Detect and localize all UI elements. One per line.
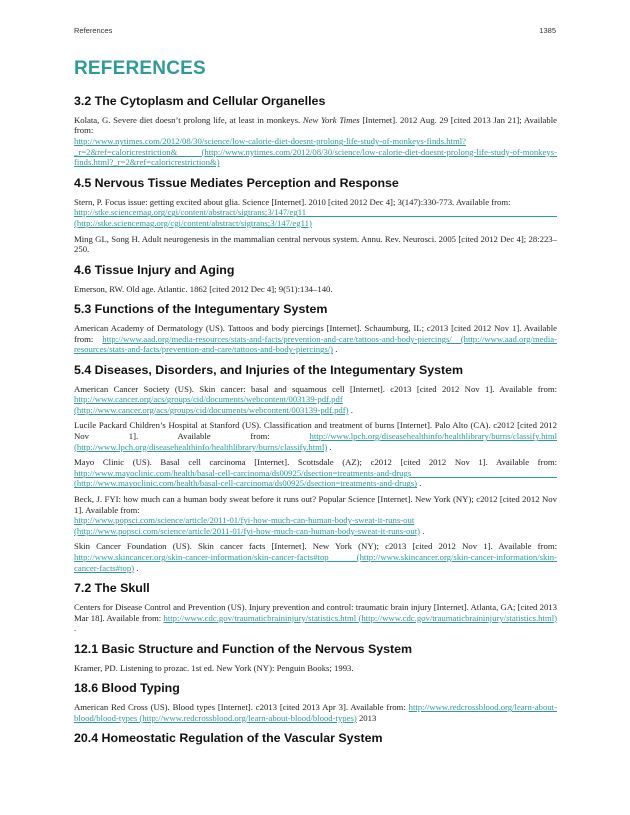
reference-publication: New York Times — [302, 114, 360, 125]
reference-text: Ming GL, Song H. Adult neurogenesis in the mammalian central nervous system. Annu. Rev. Neurosci. 2005 [cited 2012 Dec 4]; 28:223–250. — [74, 233, 557, 255]
reference-entry — [74, 541, 557, 573]
reference-list — [74, 115, 557, 168]
reference-list — [74, 197, 557, 255]
reference-entry — [74, 602, 557, 634]
reference-entry — [74, 457, 557, 489]
reference-list — [74, 323, 557, 355]
reference-link[interactable]: http://www.lpch.org/diseasehealthinfo/healthlibrary/burns/classify.html (http://www.lpch.org/diseasehealthinfo/healthlibrary/burns/classify.html) — [74, 431, 557, 452]
reference-list — [74, 602, 557, 634]
reference-entry — [74, 323, 557, 355]
reference-text: Mayo Clinic (US). Basal cell carcinoma [Internet]. Scottsdale (AZ); c2012 [cited 2012 Nov 1]. Available from: — [74, 457, 557, 468]
section-heading: 4.5 Nervous Tissue Mediates Perception and Response — [74, 175, 399, 190]
section-heading: 5.3 Functions of the Integumentary System — [74, 302, 328, 317]
reference-link[interactable]: http://www.popsci.com/science/article/2011-01/fyi-how-much-can-human-body-sweat-it-runs-out (http://www.popsci.com/science/article/2011-01/fyi-how-much-can-human-body-sweat-it-runs-out) — [74, 515, 421, 536]
reference-list — [74, 384, 557, 574]
references-content — [74, 58, 557, 754]
section-heading: 7.2 The Skull — [74, 581, 150, 596]
reference-entry — [74, 420, 557, 452]
reference-list — [74, 663, 557, 674]
section-heading: 3.2 The Cytoplasm and Cellular Organelles — [74, 94, 326, 108]
reference-tail: . — [348, 404, 353, 415]
header-section-name: References — [74, 26, 113, 35]
section-heading: 18.6 Blood Typing — [74, 681, 180, 696]
reference-entry — [74, 384, 557, 416]
reference-tail: . — [420, 525, 425, 536]
reference-link[interactable]: http://www.redcrossblood.org/learn-about-blood/blood-types (http://www.redcrossblood.org/learn-about-blood/blood-types) — [74, 702, 557, 723]
reference-tail: 2013 — [356, 712, 377, 723]
section-heading: 20.4 Homeostatic Regulation of the Vascular System — [74, 731, 383, 746]
section-heading: 12.1 Basic Structure and Function of the Nervous System — [74, 641, 413, 656]
reference-link[interactable]: http://stke.sciencemag.org/cgi/content/abstract/sigtrans;3/147/eg11 (http://stke.sciencemag.org/cgi/content/abstract/sigtrans;3/147/eg11) — [74, 207, 557, 228]
reference-tail: . — [134, 562, 139, 573]
running-header — [74, 26, 556, 35]
reference-text: American Cancer Society (US). Skin cancer: basal and squamous cell [Internet]. c2013 [cited 2012 Nov 1]. Available from: — [74, 383, 557, 394]
reference-text: Emerson, RW. Old age. Atlantic. 1862 [cited 2012 Dec 4]; 9(51):134–140. — [74, 283, 333, 294]
reference-entry — [74, 234, 557, 255]
reference-text: American Red Cross (US). Blood types [Internet]. c2013 [cited 2013 Apr 3]. Available from: — [74, 702, 409, 713]
reference-text: Beck, J. FYI: how much can a human body sweat before it runs out? Popular Science [Internet]. New York (NY); c2012 [cited 2012 Nov 1]. Available from: — [74, 494, 557, 515]
section-heading: 5.4 Diseases, Disorders, and Injuries of the Integumentary System — [74, 362, 464, 377]
reference-text: Skin Cancer Foundation (US). Skin cancer facts [Internet]. New York (NY); c2013 [cited 2012 Nov 1]. Available from: — [74, 541, 557, 552]
reference-text: Kramer, PD. Listening to prozac. 1st ed. New York (NY): Penguin Books; 1993. — [74, 662, 354, 673]
reference-entry — [74, 702, 557, 723]
reference-link[interactable]: http://www.skincancer.org/skin-cancer-information/skin-cancer-facts#top (http://www.skincancer.org/skin-cancer-information/skin-cancer-facts#top) — [74, 552, 557, 573]
reference-list — [74, 702, 557, 723]
reference-list — [74, 284, 557, 295]
reference-entry — [74, 663, 557, 674]
reference-text: Centers for Disease Control and Prevention (US). Injury prevention and control: traumatic brain injury [Internet]. Atlanta, GA; [cited 2013 Mar 18]. Available from: — [74, 602, 557, 623]
reference-tail: . — [333, 344, 338, 355]
reference-entry — [74, 284, 557, 295]
reference-text-cont: [Internet]. 2012 Aug. 29 [cited 2013 Jan 21]; Available from: — [74, 114, 557, 136]
reference-text: Kolata, G. Severe diet doesn’t prolong life, at least in monkeys. — [74, 114, 303, 125]
reference-entry — [74, 197, 557, 229]
reference-entry — [74, 115, 557, 168]
reference-text: Lucile Packard Children’s Hospital at Stanford (US). Classification and treatment of burns [Internet]. Palo Alto (CA). c2012 [cited 2012 Nov 1]. Available from: — [74, 420, 557, 442]
reference-text: American Academy of Dermatology (US). Tattoos and body piercings [Internet]. Schaumburg, IL; c2013 [cited 2012 Nov 1]. Available from: — [74, 323, 557, 344]
reference-tail: . — [417, 478, 422, 489]
section-heading: 4.6 Tissue Injury and Aging — [74, 262, 235, 277]
reference-tail: . — [74, 623, 77, 634]
reference-text: Stern, P. Focus issue: getting excited about glia. Science [Internet]. 2010 [cited 2012 Dec 4]; 3(147):330-773. Available from: — [74, 196, 511, 207]
reference-tail: . — [327, 441, 332, 452]
reference-link[interactable]: http://www.cancer.org/acs/groups/cid/documents/webcontent/003139-pdf.pdf (http://www.cancer.org/acs/groups/cid/documents/webcontent/003139-pdf.pdf) — [74, 394, 349, 415]
reference-link[interactable]: http://www.mayoclinic.com/health/basal-cell-carcinoma/ds00925/dsection=treatments-and-drugs (http://www.mayoclinic.com/health/basal-cell-carcinoma/ds00925/dsection=treatments-and-drugs) — [74, 467, 557, 489]
page-title: REFERENCES — [74, 58, 206, 79]
reference-entry — [74, 494, 557, 536]
reference-link[interactable]: http://www.cdc.gov/traumaticbraininjury/statistics.html (http://www.cdc.gov/traumaticbraininjury/statistics.html) — [163, 612, 557, 623]
reference-link[interactable]: http://www.aad.org/media-resources/stats-and-facts/prevention-and-care/tattoos-and-body-piercings/ (http://www.aad.org/media-resources/stats-and-facts/prevention-and-care/tattoos-and-body-piercings/) — [74, 333, 557, 355]
reference-link[interactable]: http://www.nytimes.com/2012/08/30/science/low-calorie-diet-doesnt-prolong-life-study-of-monkeys-finds.html?_r=2&ref=caloricrestriction& (http://www.nytimes.com/2012/08/30/science/low-calorie-diet-doesnt-prolong-life-study-of-monkeys-finds.html?_r=2&ref=caloricrestriction&) — [74, 136, 557, 168]
page-number: 1385 — [539, 26, 556, 35]
